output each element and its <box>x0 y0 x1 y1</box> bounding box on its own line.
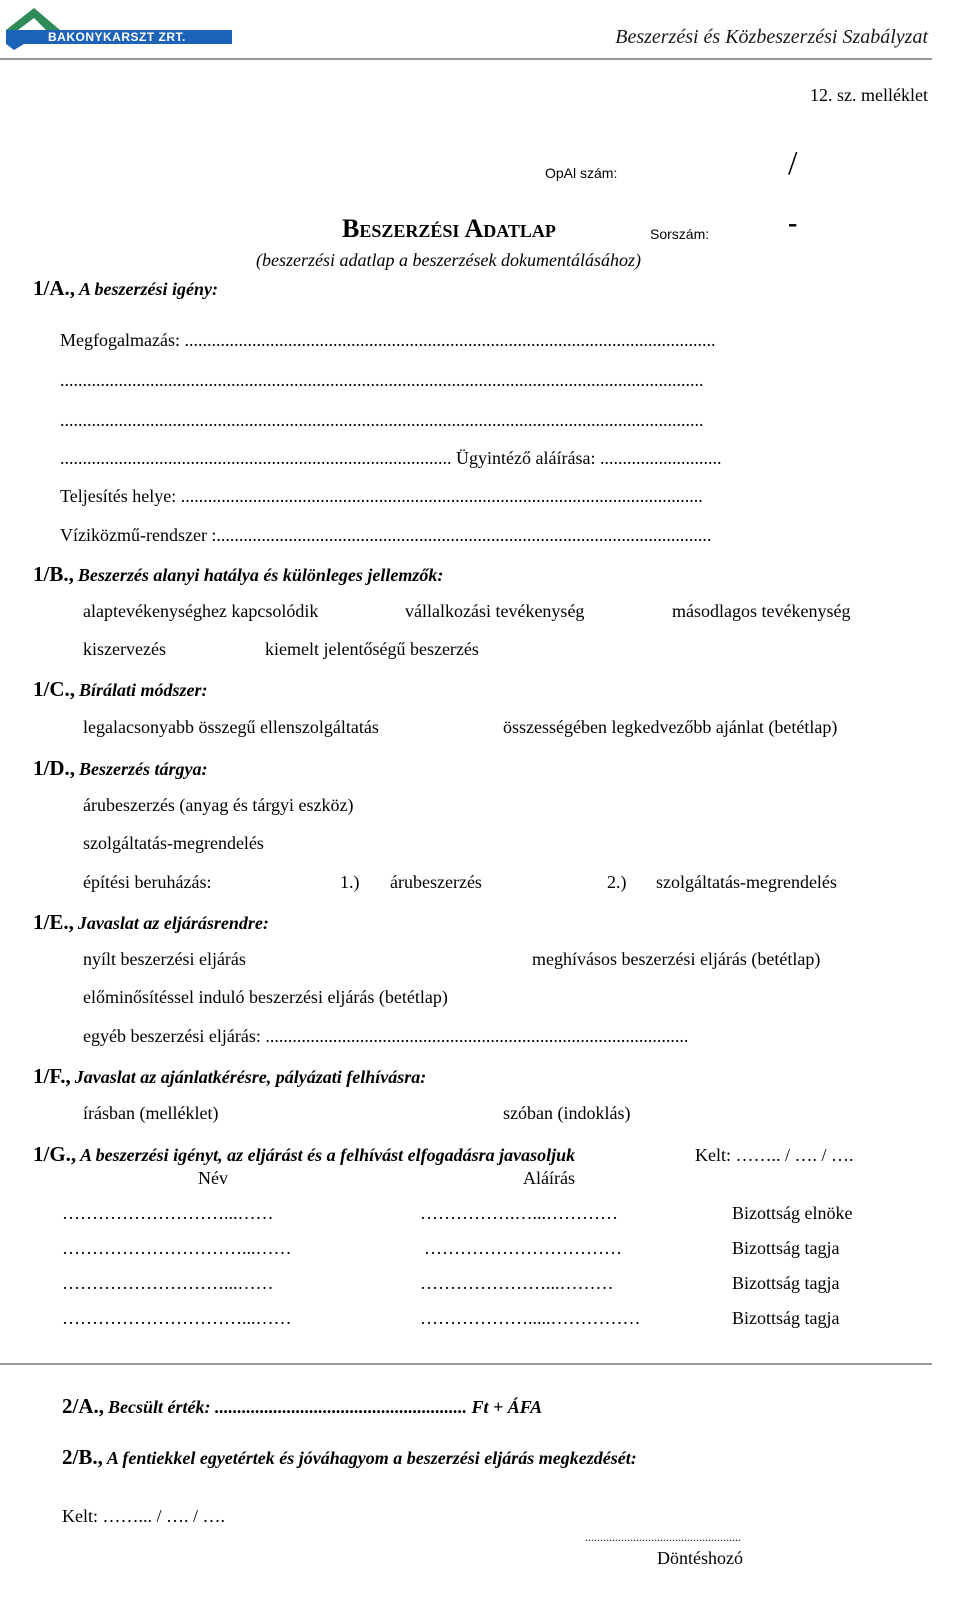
form-title-text: Beszerzési Adatlap <box>342 214 556 243</box>
megfogalmazas-line-2[interactable]: ............................................................................................................................................... <box>60 370 704 390</box>
section-1c-heading <box>33 677 208 702</box>
section-1e-heading <box>33 910 269 935</box>
column-header-name: Név <box>198 1168 228 1188</box>
committee-row-4-name[interactable]: …………………………...…… <box>62 1308 292 1328</box>
option-egyeb-eljaras[interactable]: egyéb beszerzési eljárás: .............................................................................................. <box>83 1026 689 1046</box>
option-szoban[interactable]: szóban (indoklás) <box>503 1103 631 1123</box>
vizikozmu-field[interactable]: Víziközmű-rendszer :.............................................................................................................. <box>60 525 712 545</box>
committee-row-1-name[interactable]: ………………………...…… <box>62 1203 274 1223</box>
committee-row-1-signature[interactable]: …………….…...………… <box>420 1203 618 1223</box>
committee-row-4-signature[interactable]: ……………….....…………… <box>420 1308 641 1328</box>
section-2b-heading <box>62 1445 637 1470</box>
section-1e-title: Javaslat az eljárásrendre: <box>77 913 269 933</box>
committee-row-3-role: Bizottság tagja <box>732 1273 840 1293</box>
option-szolgaltatas[interactable]: szolgáltatás-megrendelés <box>83 833 264 853</box>
form-subtitle: (beszerzési adatlap a beszerzések dokumentálásához) <box>256 250 641 270</box>
committee-row-3-signature[interactable]: …………………...……… <box>420 1273 614 1293</box>
committee-row-1-role: Bizottság elnöke <box>732 1203 853 1223</box>
section-1b-number: 1/B., <box>33 562 74 586</box>
section-1g-heading <box>33 1142 575 1167</box>
company-logo <box>4 4 234 52</box>
option-meghivasos[interactable]: meghívásos beszerzési eljárás (betétlap) <box>532 949 821 969</box>
section-1b-title: Beszerzés alanyi hatálya és különleges jellemzők: <box>77 565 444 585</box>
option-vallalkozasi[interactable]: vállalkozási tevékenység <box>405 601 585 621</box>
section-1f-title: Javaslat az ajánlatkérésre, pályázati felhívásra: <box>74 1067 427 1087</box>
teljesites-helye-field[interactable]: Teljesítés helye: .................................................................................................................... <box>60 486 703 506</box>
section-1c-title: Bírálati módszer: <box>79 680 208 700</box>
committee-row-3-name[interactable]: ………………………...…… <box>62 1273 274 1293</box>
document-header-title: Beszerzési és Közbeszerzési Szabályzat <box>615 26 928 48</box>
opal-value: / <box>788 145 798 182</box>
approval-date-field[interactable]: Kelt: ……... / …. / …. <box>62 1506 225 1526</box>
section-1b-heading <box>33 562 443 587</box>
section-1e-number: 1/E., <box>33 910 74 934</box>
option-elominositeses[interactable]: előminősítéssel induló beszerzési eljárás (betétlap) <box>83 987 448 1007</box>
sub-option-szolgaltatas[interactable]: szolgáltatás-megrendelés <box>656 872 837 892</box>
section-1f-number: 1/F., <box>33 1064 71 1088</box>
committee-row-4-role: Bizottság tagja <box>732 1308 840 1328</box>
megfogalmazas-line-3[interactable]: ............................................................................................................................................... <box>60 410 704 430</box>
opal-label: OpAl szám: <box>545 165 618 181</box>
section-divider <box>0 1363 932 1365</box>
sorszam-value: - <box>788 208 798 239</box>
committee-date-field[interactable]: Kelt: …….. / …. / …. <box>695 1145 854 1165</box>
section-2b-title: A fentiekkel egyetértek és jóváhagyom a beszerzési eljárás megkezdését: <box>106 1448 637 1468</box>
option-osszessegeben[interactable]: összességében legkedvezőbb ajánlat (betétlap) <box>503 717 838 737</box>
section-2a-number: 2/A., <box>62 1394 104 1418</box>
option-masodlagos[interactable]: másodlagos tevékenység <box>672 601 851 621</box>
section-1a-heading <box>33 276 218 301</box>
logo-mark-icon <box>4 4 234 52</box>
option-alaptevekenyseg[interactable]: alaptevékenységhez kapcsolódik <box>83 601 319 621</box>
header-divider <box>0 58 932 60</box>
ugyintezo-signature-field[interactable]: ....................................................................................... Ügyintéző aláírása: ........................... <box>60 448 722 468</box>
section-1f-heading <box>33 1064 426 1089</box>
decision-maker-signature-line[interactable]: .................................................... <box>585 1530 741 1544</box>
section-2b-number: 2/B., <box>62 1445 103 1469</box>
section-1g-title: A beszerzési igényt, az eljárást és a felhívást elfogadásra javasoljuk <box>80 1145 576 1165</box>
section-1a-number: 1/A., <box>33 276 75 300</box>
committee-row-2-name[interactable]: …………………………...…… <box>62 1238 292 1258</box>
option-kiemelt[interactable]: kiemelt jelentőségű beszerzés <box>265 639 479 659</box>
decision-maker-label: Döntéshozó <box>657 1548 743 1568</box>
section-2a-heading <box>62 1394 542 1419</box>
option-nyilt[interactable]: nyílt beszerzési eljárás <box>83 949 246 969</box>
sub-option-1-number: 1.) <box>340 872 360 892</box>
section-1d-title: Beszerzés tárgya: <box>79 759 208 779</box>
section-1g-number: 1/G., <box>33 1142 77 1166</box>
committee-row-2-signature[interactable]: …………………………… <box>424 1238 622 1258</box>
option-epitesi[interactable]: építési beruházás: <box>83 872 212 892</box>
megfogalmazas-field[interactable]: Megfogalmazás: ...................................................................................................................... <box>60 330 716 350</box>
option-irasban[interactable]: írásban (melléklet) <box>83 1103 219 1123</box>
section-1d-number: 1/D., <box>33 756 75 780</box>
sub-option-arubeszerzes[interactable]: árubeszerzés <box>390 872 482 892</box>
sub-option-2-number: 2.) <box>607 872 627 892</box>
logo-text: BAKONYKARSZT ZRT. <box>48 30 186 44</box>
option-arubeszerzes[interactable]: árubeszerzés (anyag és tárgyi eszköz) <box>83 795 354 815</box>
section-1a-title: A beszerzési igény: <box>79 279 218 299</box>
section-1c-number: 1/C., <box>33 677 75 701</box>
form-title <box>342 214 556 244</box>
option-legalacsonyabb[interactable]: legalacsonyabb összegű ellenszolgáltatás <box>83 717 379 737</box>
section-1d-heading <box>33 756 208 781</box>
annex-label: 12. sz. melléklet <box>810 85 928 105</box>
committee-row-2-role: Bizottság tagja <box>732 1238 840 1258</box>
option-kiszervezes[interactable]: kiszervezés <box>83 639 166 659</box>
section-2a-title[interactable]: Becsült érték: ........................................................ Ft + ÁFA <box>108 1397 543 1417</box>
column-header-signature: Aláírás <box>523 1168 575 1188</box>
sorszam-label: Sorszám: <box>650 226 710 242</box>
